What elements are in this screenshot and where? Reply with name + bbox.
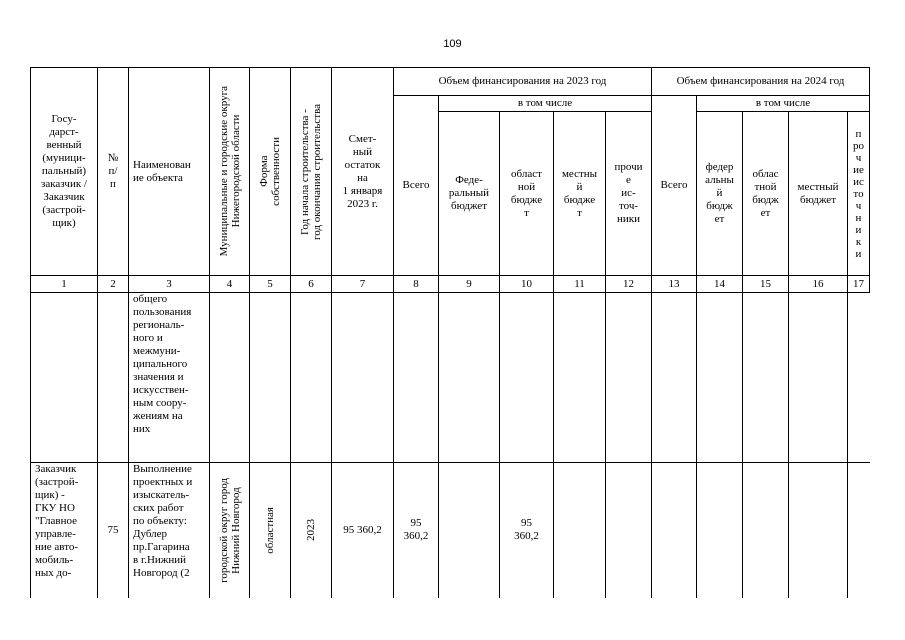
cell-object-name: Выполнение проектных и изыскатель- ских работ по объекту: Дублер пр.Гагарина в г.Нижний Новгород (2 xyxy=(129,463,210,598)
header-regional-2023: област ной бюдже т xyxy=(500,112,554,276)
header-total-2023: Всего xyxy=(394,96,439,276)
cell-years-text: 2023 xyxy=(305,519,317,542)
header-regional-2024: облас тной бюдж ет xyxy=(743,112,789,276)
col-num-17: 17 xyxy=(848,276,870,293)
col-num-14: 14 xyxy=(697,276,743,293)
cell-municipality-text: городской округ город Нижний Новгород xyxy=(217,477,242,583)
cell-total-2023: 95 360,2 xyxy=(394,463,439,598)
header-other-2024: п ро ч ие ис то ч н и к и xyxy=(848,112,870,276)
col-num-7: 7 xyxy=(332,276,394,293)
col-num-10: 10 xyxy=(500,276,554,293)
cell-num xyxy=(98,293,129,463)
cell-federal-2024 xyxy=(697,293,743,463)
col-num-12: 12 xyxy=(606,276,652,293)
cell-municipality xyxy=(210,293,250,463)
header-object-name: Наименован ие объекта xyxy=(129,68,210,276)
header-local-2024: местный бюджет xyxy=(789,112,848,276)
header-years xyxy=(291,68,332,276)
col-num-8: 8 xyxy=(394,276,439,293)
cell-local-2024 xyxy=(789,293,848,463)
cell-years xyxy=(291,463,332,598)
cell-ownership-text: областная xyxy=(264,506,276,554)
col-num-15: 15 xyxy=(743,276,789,293)
header-fin-2023: Объем финансирования на 2023 год xyxy=(394,68,652,96)
cell-regional-2023 xyxy=(500,293,554,463)
header-total-2024: Всего xyxy=(652,96,697,276)
cell-other-2024 xyxy=(848,463,870,598)
table-row xyxy=(31,293,870,463)
cell-other-2023 xyxy=(606,463,652,598)
cell-other-2024 xyxy=(848,293,870,463)
cell-federal-2023 xyxy=(439,293,500,463)
col-num-13: 13 xyxy=(652,276,697,293)
header-other-2023: прочи е ис- точ- ники xyxy=(606,112,652,276)
cell-balance: 95 360,2 xyxy=(332,463,394,598)
header-fin-2024: Объем финансирования на 2024 год xyxy=(652,68,870,96)
header-ownership-text: Форма собственности xyxy=(258,137,282,206)
header-federal-2023: Феде- ральный бюджет xyxy=(439,112,500,276)
cell-regional-2024 xyxy=(743,463,789,598)
col-num-11: 11 xyxy=(554,276,606,293)
cell-municipality xyxy=(210,463,250,598)
cell-total-2024 xyxy=(652,293,697,463)
cell-object-name: общего пользования региональ- ного и межмуни- ципального значения и искусствен- ным соору- жениям на них xyxy=(129,293,210,463)
header-municipality xyxy=(210,68,250,276)
cell-customer xyxy=(31,293,98,463)
cell-federal-2024 xyxy=(697,463,743,598)
cell-regional-2023: 95 360,2 xyxy=(500,463,554,598)
col-num-5: 5 xyxy=(250,276,291,293)
cell-local-2024 xyxy=(789,463,848,598)
cell-customer: Заказчик (застрой- щик) - ГКУ НО "Главное управле- ние авто- мобиль- ных до- xyxy=(31,463,98,598)
cell-ownership xyxy=(250,293,291,463)
header-customer: Госу- дарст- венный (муници- пальный) заказчик / Заказчик (застрой- щик) xyxy=(31,68,98,276)
cell-years xyxy=(291,293,332,463)
table-row xyxy=(31,463,870,598)
page-number: 109 xyxy=(443,38,462,50)
header-num: № п/ п xyxy=(98,68,129,276)
header-ownership xyxy=(250,68,291,276)
cell-federal-2023 xyxy=(439,463,500,598)
col-num-1: 1 xyxy=(31,276,98,293)
financing-table xyxy=(30,67,870,598)
cell-local-2023 xyxy=(554,293,606,463)
col-num-4: 4 xyxy=(210,276,250,293)
cell-balance xyxy=(332,293,394,463)
header-local-2023: местны й бюдже т xyxy=(554,112,606,276)
col-num-2: 2 xyxy=(98,276,129,293)
header-balance: Смет- ный остаток на 1 января 2023 г. xyxy=(332,68,394,276)
cell-regional-2024 xyxy=(743,293,789,463)
header-federal-2024: федер альны й бюдж ет xyxy=(697,112,743,276)
header-years-text: Год начала строительства - год окончания строительства xyxy=(299,103,323,240)
cell-ownership xyxy=(250,463,291,598)
col-num-3: 3 xyxy=(129,276,210,293)
col-num-9: 9 xyxy=(439,276,500,293)
col-num-16: 16 xyxy=(789,276,848,293)
col-num-6: 6 xyxy=(291,276,332,293)
header-municipality-text: Муниципальные и городские округа Нижегородской области xyxy=(217,86,242,257)
cell-total-2023 xyxy=(394,293,439,463)
header-including-2024: в том числе xyxy=(697,96,870,112)
cell-num: 75 xyxy=(98,463,129,598)
column-number-row xyxy=(31,276,870,293)
header-including-2023: в том числе xyxy=(439,96,652,112)
cell-total-2024 xyxy=(652,463,697,598)
cell-other-2023 xyxy=(606,293,652,463)
cell-local-2023 xyxy=(554,463,606,598)
